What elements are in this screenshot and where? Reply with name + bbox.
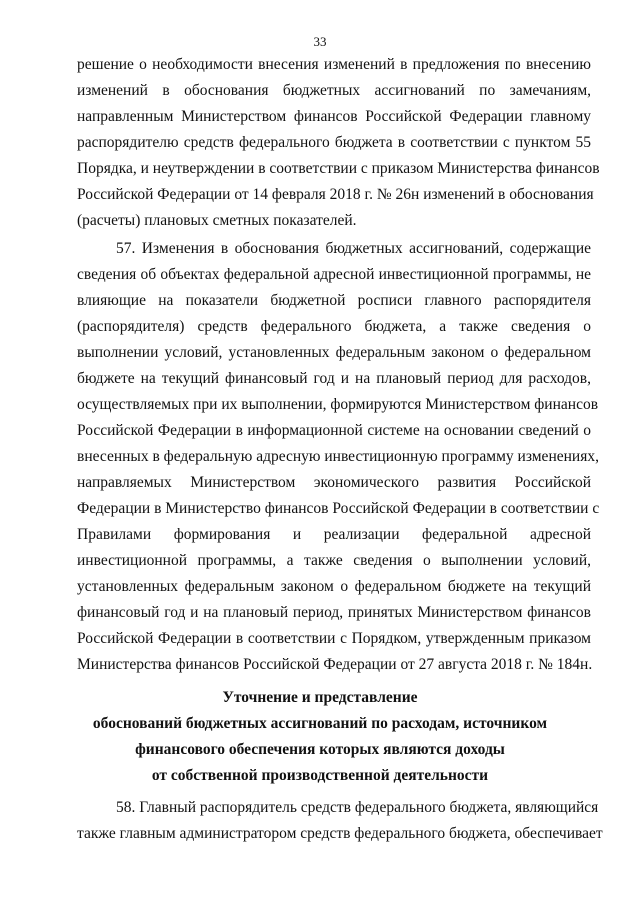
text-line: Федерации в Министерство финансов Российской Федерации в соответствии с xyxy=(77,500,600,517)
text-line: Правилами формирования и реализации федеральной адресной xyxy=(77,526,591,543)
text-line: 58. Главный распорядитель средств федерального бюджета, являющийся xyxy=(116,799,599,816)
paragraph-continued xyxy=(77,52,600,234)
text-line: распорядителю средств федерального бюджета в соответствии с пунктом 55 xyxy=(77,134,591,151)
heading-line: от собственной производственной деятельности xyxy=(151,767,489,784)
text-line: решение о необходимости внесения изменений в предложения по внесению xyxy=(77,56,591,73)
text-line: направляемых Министерством экономического развития Российской xyxy=(77,474,591,491)
text-line: (расчеты) плановых сметных показателей. xyxy=(77,212,357,229)
text-line: финансовый год и на плановый период, принятых Министерством финансов xyxy=(77,604,591,621)
paragraph-57 xyxy=(77,236,600,678)
text-line: инвестиционной программы, а также сведения о выполнении условий, xyxy=(77,552,591,569)
text-line: Российской Федерации от 14 февраля 2018 г. № 26н изменений в обоснования xyxy=(77,186,594,203)
text-line: 57. Изменения в обоснования бюджетных ассигнований, содержащие xyxy=(116,240,591,257)
heading-line: финансового обеспечения которых являются доходы xyxy=(135,741,505,758)
text-line: осуществляемых при их выполнении, формируются Министерством финансов xyxy=(77,396,599,413)
page-number: 33 xyxy=(313,34,327,49)
text-line: внесенных в федеральную адресную инвестиционную программу изменениях, xyxy=(77,448,599,465)
text-line: Российской Федерации в соответствии с Порядком, утвержденным приказом xyxy=(77,630,591,647)
section-heading xyxy=(0,685,640,789)
paragraph-58 xyxy=(77,795,603,847)
text-line: сведения об объектах федеральной адресной инвестиционной программы, не xyxy=(77,266,591,283)
text-line: влияющие на показатели бюджетной росписи главного распорядителя xyxy=(77,292,591,309)
text-line: (распорядителя) средств федерального бюджета, а также сведения о xyxy=(77,318,591,335)
text-line: Министерства финансов Российской Федерации от 27 августа 2018 г. № 184н. xyxy=(77,656,593,673)
text-line: направленным Министерством финансов Российской Федерации главному xyxy=(77,108,591,125)
text-line: Порядка, и неутверждении в соответствии с приказом Министерства финансов xyxy=(77,160,600,177)
text-line: бюджете на текущий финансовый год и на плановый период для расходов, xyxy=(77,370,591,387)
text-line: также главным администратором средств федерального бюджета, обеспечивает xyxy=(77,825,603,842)
heading-line: Уточнение и представление xyxy=(222,689,418,706)
text-line: изменений в обоснования бюджетных ассигнований по замечаниям, xyxy=(77,82,591,99)
heading-line: обоснований бюджетных ассигнований по расходам, источником xyxy=(92,715,548,732)
text-line: Российской Федерации в информационной системе на основании сведений о xyxy=(77,422,591,439)
text-line: выполнении условий, установленных федеральным законом о федеральном xyxy=(77,344,591,361)
text-line: установленных федеральным законом о федеральном бюджете на текущий xyxy=(77,578,591,595)
